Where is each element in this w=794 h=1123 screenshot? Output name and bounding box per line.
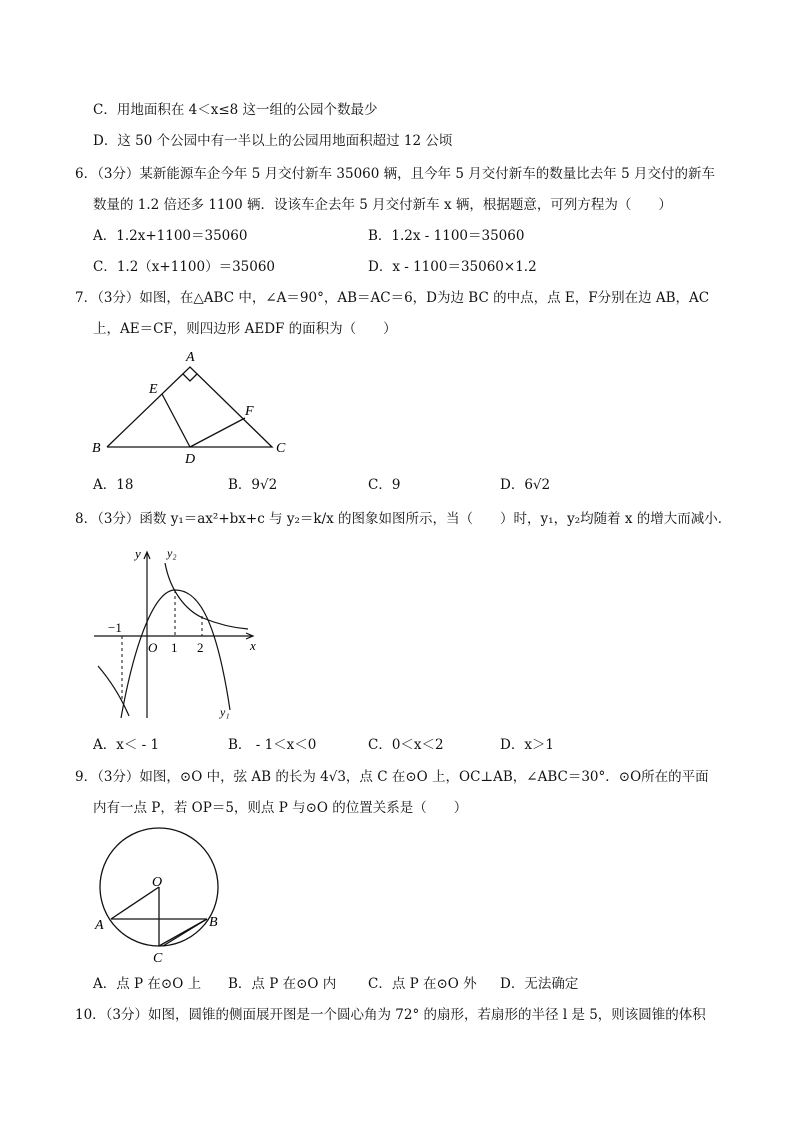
q8-stem: 8．（3分）函数 y₁＝ax²+bx+c 与 y₂＝k/x 的图象如图所示，当（ ）时，y₁，y₂均随着 x 的增大而减小． xyxy=(75,511,732,527)
q7-option-d: D．6√2 xyxy=(500,477,551,493)
q7-option-a: A．18 xyxy=(93,477,134,493)
q7-option-c: C．9 xyxy=(368,477,401,493)
tick-label-1: 1 xyxy=(171,640,178,655)
tick-label-2: 2 xyxy=(197,640,204,655)
label-e: E xyxy=(149,382,158,397)
axis-label-x: x xyxy=(250,638,256,653)
label-o: O xyxy=(152,875,163,890)
q9-option-b: B．点 P 在⊙O 内 xyxy=(228,976,337,992)
q6-option-a: A．1.2x+1100＝35060 xyxy=(93,228,248,244)
label-f: F xyxy=(245,404,254,419)
q5-option-d: D．这 50 个公园中有一半以上的公园用地面积超过 12 公顷 xyxy=(93,133,453,149)
q8-option-b: B． - 1＜x＜0 xyxy=(228,737,317,753)
label-d: D xyxy=(185,452,196,467)
label-b: B xyxy=(209,915,218,930)
q9-option-a: A．点 P 在⊙O 上 xyxy=(93,976,202,992)
q7-stem-line1: 7．（3分）如图，在△ABC 中，∠A＝90°，AB＝AC＝6，D为边 BC 的中点，点 E，F分别在边 AB，AC xyxy=(75,290,710,306)
q9-option-d: D．无法确定 xyxy=(500,976,579,992)
q6-stem-line2: 数量的 1.2 倍还多 1100 辆．设该车企去年 5 月交付新车 x 辆，根据题意，可列方程为（ ） xyxy=(93,197,672,213)
q5-option-c: C．用地面积在 4＜x≤8 这一组的公园个数最少 xyxy=(93,102,378,118)
label-b: B xyxy=(92,441,101,456)
label-c: C xyxy=(276,441,286,456)
q9-stem-line1: 9．（3分）如图，⊙O 中，弦 AB 的长为 4√3，点 C 在⊙O 上，OC⊥AB，∠ABC＝30°．⊙O所在的平面 xyxy=(75,769,709,785)
q6-option-c: C．1.2（x+1100）＝35060 xyxy=(93,259,276,275)
q6-option-b: B．1.2x - 1100＝35060 xyxy=(368,228,525,244)
q9-stem-line2: 内有一点 P，若 OP＝5，则点 P 与⊙O 的位置关系是（ ） xyxy=(93,800,468,816)
origin-label: O xyxy=(148,640,158,655)
tick-label-neg1: −1 xyxy=(108,620,122,635)
curve-label-y1: y₁ xyxy=(220,705,230,719)
q7-option-b: B．9√2 xyxy=(228,477,278,493)
label-a: A xyxy=(95,918,104,933)
axis-label-y: y xyxy=(135,546,141,561)
q10-stem-line1: 10．（3分）如图，圆锥的侧面展开图是一个圆心角为 72° 的扇形，若扇形的半径 l 是 5，则该圆锥的体积 xyxy=(75,1007,706,1023)
q7-stem-line2: 上，AE＝CF，则四边形 AEDF 的面积为（ ） xyxy=(93,321,397,337)
curve-label-y2: y₂ xyxy=(167,546,177,560)
label-a: A xyxy=(186,350,195,365)
q8-option-c: C．0＜x＜2 xyxy=(368,737,444,753)
q8-option-a: A．x＜ - 1 xyxy=(93,737,160,753)
label-c: C xyxy=(153,951,163,966)
q8-option-d: D．x＞1 xyxy=(500,737,555,753)
q6-option-d: D．x - 1100＝35060×1.2 xyxy=(368,259,537,275)
q6-stem-line1: 6．（3分）某新能源车企今年 5 月交付新车 35060 辆，且今年 5 月交付新车的数量比去年 5 月交付的新车 xyxy=(75,166,715,182)
q9-option-c: C．点 P 在⊙O 外 xyxy=(368,976,477,992)
